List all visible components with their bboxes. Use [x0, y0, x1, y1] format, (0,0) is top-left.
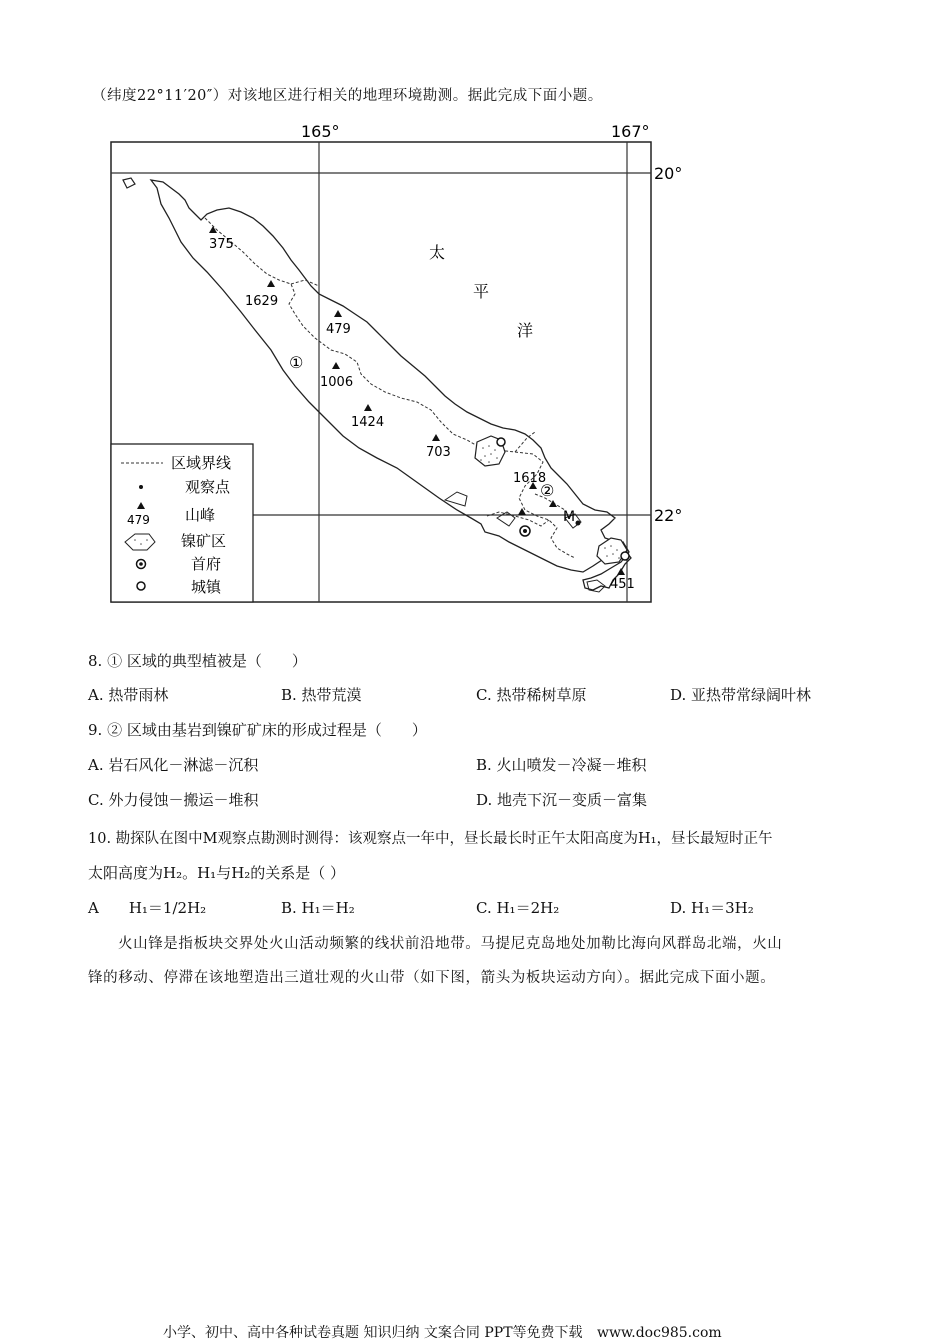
- q10-option-b[interactable]: B. H₁＝H₂: [281, 899, 355, 917]
- legend-label: 镍矿区: [181, 532, 227, 550]
- observation-point-m: [576, 521, 581, 526]
- passage-line-2: 锋的移动、停滞在该地塑造出三道壮观的火山带（如下图，箭头为板块运动方向）。据此完成下面小题。: [88, 970, 776, 986]
- question-10-stem-line2: 太阳高度为H₂。H₁与H₂的关系是（ ）: [88, 864, 346, 882]
- lat-label-22: 22°: [654, 506, 683, 525]
- new-caledonia-map: [105, 118, 685, 608]
- q10-option-c[interactable]: C. H₁＝2H₂: [476, 899, 560, 917]
- town-marker: [621, 552, 629, 560]
- q9-option-b[interactable]: B. 火山喷发－冷凝－堆积: [476, 756, 647, 774]
- observation-dot-symbol: [139, 485, 143, 489]
- footer-url[interactable]: www.doc985.com: [596, 1325, 722, 1341]
- islet-north: [123, 178, 135, 188]
- peak-label: 479: [326, 322, 351, 337]
- town-symbol: [137, 582, 145, 590]
- footer-text: 小学、初中、高中各种试卷真题 知识归纳 文案合同 PPT等免费下载: [163, 1325, 583, 1341]
- peak-label: 1006: [320, 375, 354, 390]
- ocean-char: 太: [429, 243, 446, 262]
- region-label-2: ②: [540, 481, 555, 500]
- peak-label: 451: [610, 577, 635, 592]
- peak-label: 703: [426, 445, 451, 460]
- peak-label: 1618: [513, 471, 547, 486]
- q8-option-c[interactable]: C. 热带稀树草原: [476, 686, 587, 704]
- town-marker: [497, 438, 505, 446]
- ocean-char: 平: [473, 282, 490, 301]
- lat-label-20: 20°: [654, 164, 683, 183]
- peak-label: 1424: [351, 415, 385, 430]
- q9-option-a[interactable]: A. 岩石风化－淋滤－沉积: [88, 756, 259, 774]
- q8-option-d[interactable]: D. 亚热带常绿阔叶林: [670, 686, 812, 704]
- legend-label: 观察点: [185, 478, 231, 496]
- legend-peak-sample: 479: [127, 513, 150, 527]
- legend-label: 首府: [191, 555, 222, 573]
- legend-label: 区域界线: [171, 454, 232, 472]
- lon-label-167: 167°: [611, 122, 650, 141]
- legend-label: 城镇: [191, 578, 222, 596]
- intro-text: （纬度22°11′20″）对该地区进行相关的地理环境勘测。据此完成下面小题。: [92, 88, 603, 104]
- map-legend: [111, 444, 253, 602]
- q8-option-a[interactable]: A. 热带雨林: [88, 686, 169, 704]
- q8-option-b[interactable]: B. 热带荒漠: [281, 686, 362, 704]
- peak-label: 375: [209, 237, 234, 252]
- lon-label-165: 165°: [301, 122, 340, 141]
- region-label-1: ①: [289, 353, 304, 372]
- q10-option-a[interactable]: A H₁＝1/2H₂: [88, 899, 207, 917]
- question-10-stem-line1: 10. 勘探队在图中M观察点勘测时测得：该观察点一年中，昼长最长时正午太阳高度为H₁，昼长最短时正午: [88, 831, 773, 847]
- q10-option-d[interactable]: D. H₁＝3H₂: [670, 899, 754, 917]
- q9-option-d[interactable]: D. 地壳下沉－变质－富集: [476, 791, 648, 809]
- peak-label: 1629: [245, 294, 279, 309]
- question-8-stem: 8. ① 区域的典型植被是（ ）: [88, 652, 307, 670]
- page-footer: [163, 1322, 732, 1342]
- passage-line-1: 火山锋是指板块交界处火山活动频繁的线状前沿地带。马提尼克岛地处加勒比海向风群岛北端，火山: [118, 936, 783, 952]
- legend-label: 山峰: [185, 506, 216, 524]
- q9-option-c[interactable]: C. 外力侵蚀－搬运－堆积: [88, 791, 259, 809]
- ocean-char: 洋: [517, 321, 534, 340]
- question-9-stem: 9. ② 区域由基岩到镍矿矿床的形成过程是（ ）: [88, 721, 427, 739]
- region-boundary: [205, 218, 575, 558]
- point-m-label: M: [563, 509, 576, 525]
